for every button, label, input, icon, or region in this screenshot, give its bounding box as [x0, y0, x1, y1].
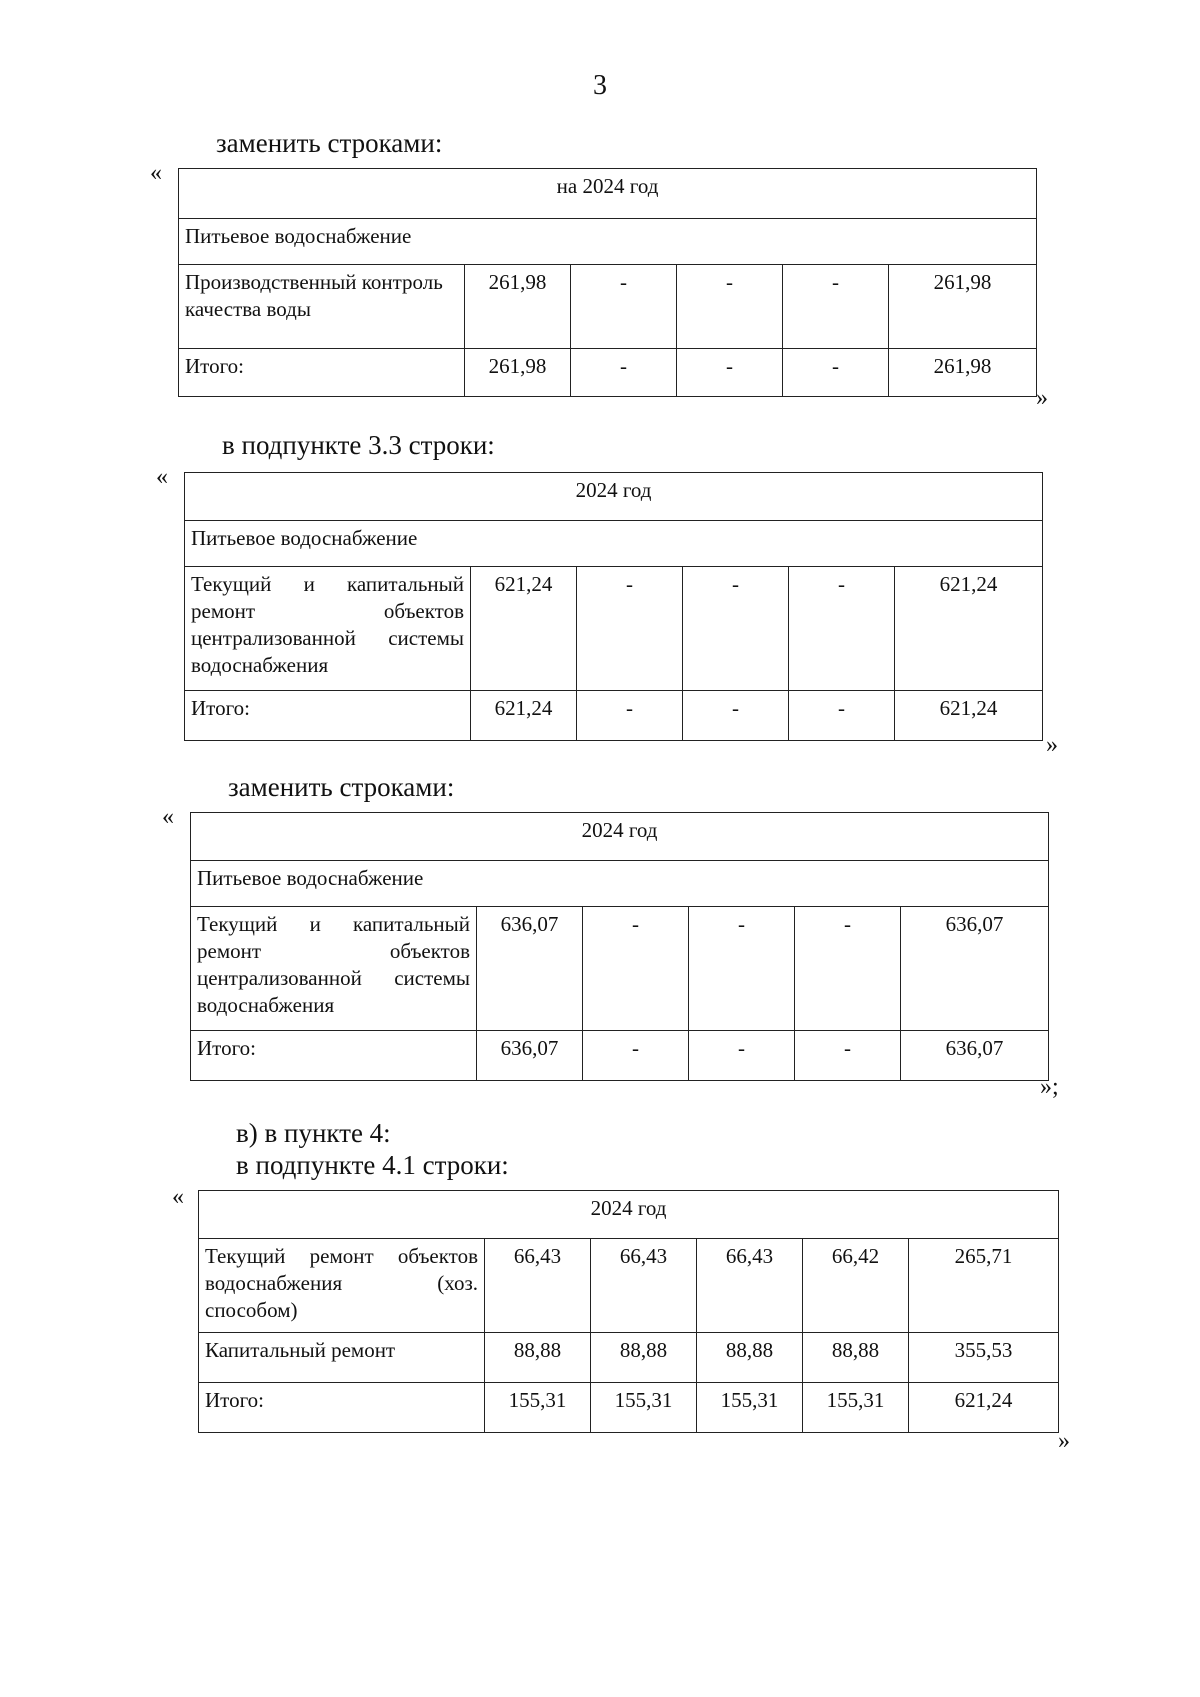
paragraph-replace-lines-2: заменить строками:: [228, 772, 455, 802]
paragraph-replace-lines-1: заменить строками:: [216, 128, 443, 158]
paragraph-clause-4: в) в пункте 4:: [236, 1118, 391, 1148]
close-quote-semicolon: »;: [1040, 1074, 1059, 1100]
table-cell: -: [577, 567, 683, 691]
table-1: [178, 168, 1037, 397]
table-cell: -: [577, 691, 683, 741]
table-cell: 636,07: [477, 1031, 583, 1081]
table-cell: -: [783, 265, 889, 349]
open-quote: «: [150, 160, 162, 186]
table-cell: 88,88: [697, 1333, 803, 1383]
table-section-title: Питьевое водоснабжение: [185, 521, 1043, 567]
table-cell: 66,42: [803, 1239, 909, 1333]
table-cell: -: [571, 265, 677, 349]
table-row: [179, 349, 1037, 397]
table-cell: -: [789, 567, 895, 691]
row-label: Итого:: [179, 349, 465, 397]
open-quote: «: [156, 464, 168, 490]
table-header: 2024 год: [191, 813, 1049, 861]
row-label: Текущий и капитальный ремонт объектов централизованной системы водоснабжения: [185, 567, 471, 691]
table-cell: 88,88: [803, 1333, 909, 1383]
table-row: [179, 265, 1037, 349]
table-cell: 66,43: [485, 1239, 591, 1333]
table-cell: -: [583, 907, 689, 1031]
table-cell: 261,98: [889, 349, 1037, 397]
table-2: [184, 472, 1043, 741]
table-cell: 636,07: [901, 907, 1049, 1031]
table-cell: 636,07: [477, 907, 583, 1031]
table-cell: 66,43: [591, 1239, 697, 1333]
table-cell: 621,24: [895, 691, 1043, 741]
close-quote: »: [1036, 385, 1048, 411]
table-header: 2024 год: [185, 473, 1043, 521]
open-quote: «: [172, 1184, 184, 1210]
table-cell: 261,98: [465, 265, 571, 349]
row-label: Итого:: [185, 691, 471, 741]
row-label: Капитальный ремонт: [199, 1333, 485, 1383]
table-cell: -: [683, 691, 789, 741]
table-cell: 621,24: [895, 567, 1043, 691]
page-number: 3: [593, 70, 607, 101]
table-3: [190, 812, 1049, 1081]
row-label: Текущий и капитальный ремонт объектов централизованной системы водоснабжения: [191, 907, 477, 1031]
table-cell: 621,24: [471, 567, 577, 691]
table-cell: 265,71: [909, 1239, 1059, 1333]
table-cell: 88,88: [485, 1333, 591, 1383]
table-cell: -: [683, 567, 789, 691]
table-row: [191, 907, 1049, 1031]
table-section-title: Питьевое водоснабжение: [191, 861, 1049, 907]
table-cell: -: [571, 349, 677, 397]
table-cell: 621,24: [471, 691, 577, 741]
table-cell: 621,24: [909, 1383, 1059, 1433]
table-header: 2024 год: [199, 1191, 1059, 1239]
row-label: Текущий ремонт объектов водоснабжения (хоз. способом): [199, 1239, 485, 1333]
table-cell: 261,98: [465, 349, 571, 397]
table-cell: -: [677, 349, 783, 397]
table-row: [191, 1031, 1049, 1081]
row-label: Производственный контроль качества воды: [179, 265, 465, 349]
table-row: [199, 1239, 1059, 1333]
table-cell: 261,98: [889, 265, 1037, 349]
table-cell: -: [583, 1031, 689, 1081]
table-cell: -: [789, 691, 895, 741]
table-cell: -: [689, 907, 795, 1031]
table-cell: -: [795, 1031, 901, 1081]
table-cell: 155,31: [485, 1383, 591, 1433]
table-row: [185, 567, 1043, 691]
table-row: [185, 691, 1043, 741]
table-cell: 155,31: [697, 1383, 803, 1433]
row-label: Итого:: [199, 1383, 485, 1433]
paragraph-subclause-4-1: в подпункте 4.1 строки:: [236, 1150, 509, 1180]
table-cell: 636,07: [901, 1031, 1049, 1081]
table-cell: 88,88: [591, 1333, 697, 1383]
table-row: [199, 1333, 1059, 1383]
table-cell: 355,53: [909, 1333, 1059, 1383]
table-cell: -: [783, 349, 889, 397]
table-row: [199, 1383, 1059, 1433]
table-4: [198, 1190, 1059, 1433]
table-cell: 155,31: [591, 1383, 697, 1433]
table-cell: -: [795, 907, 901, 1031]
table-cell: -: [689, 1031, 795, 1081]
close-quote: »: [1046, 732, 1058, 758]
table-cell: 155,31: [803, 1383, 909, 1433]
table-header: на 2024 год: [179, 169, 1037, 219]
open-quote: «: [162, 804, 174, 830]
table-section-title: Питьевое водоснабжение: [179, 219, 1037, 265]
close-quote: »: [1058, 1428, 1070, 1454]
table-cell: -: [677, 265, 783, 349]
table-cell: 66,43: [697, 1239, 803, 1333]
paragraph-subclause-3-3: в подпункте 3.3 строки:: [222, 430, 495, 460]
row-label: Итого:: [191, 1031, 477, 1081]
